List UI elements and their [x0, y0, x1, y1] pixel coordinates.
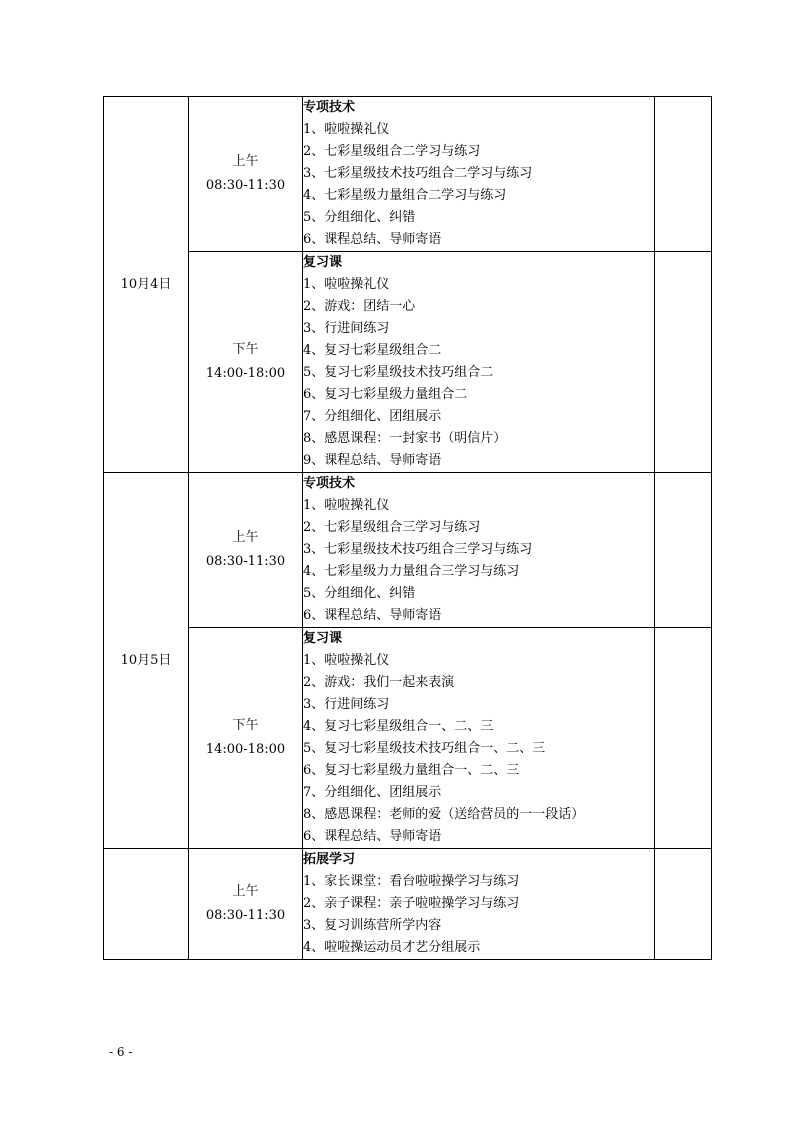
list-item: 3、行进间练习: [303, 321, 390, 336]
time-cell: [189, 628, 303, 849]
list-item: 1、啦啦操礼仪: [303, 277, 390, 292]
list-item: 7、分组细化、团组展示: [303, 785, 442, 800]
session-heading: 复习课: [303, 631, 343, 646]
time-cell: [189, 252, 303, 473]
list-item: 5、复习七彩星级技术技巧组合二: [303, 365, 494, 380]
list-item: 5、分组细化、纠错: [303, 210, 416, 225]
list-item: 6、复习七彩星级力量组合一、二、三: [303, 763, 520, 778]
list-item: 4、复习七彩星级组合一、二、三: [303, 719, 494, 734]
list-item: 1、啦啦操礼仪: [303, 498, 390, 513]
list-item: 3、行进间练习: [303, 697, 390, 712]
time-cell: [189, 97, 303, 252]
content-cell: [303, 97, 655, 252]
session-heading: 复习课: [303, 255, 343, 270]
content-cell: [303, 473, 655, 628]
time-range: 14:00-18:00: [205, 366, 286, 381]
empty-cell: [655, 849, 712, 960]
session-heading: 拓展学习: [303, 852, 356, 867]
list-item: 1、家长课堂：看台啦啦操学习与练习: [303, 874, 520, 889]
list-item: 6、课程总结、导师寄语: [303, 608, 442, 623]
session-heading: 专项技术: [303, 100, 356, 115]
list-item: 7、分组细化、团组展示: [303, 409, 442, 424]
schedule-row: [104, 252, 712, 473]
list-item: 8、感恩课程：老师的爱（送给营员的一一段话）: [303, 807, 585, 822]
schedule-row: [104, 849, 712, 960]
time-cell: [189, 473, 303, 628]
list-item: 5、分组细化、纠错: [303, 586, 416, 601]
empty-cell: [655, 252, 712, 473]
list-item: 9、课程总结、导师寄语: [303, 453, 442, 468]
schedule-table: [103, 96, 712, 960]
list-item: 4、七彩星级力量组合二学习与练习: [303, 188, 507, 203]
schedule-row: [104, 473, 712, 628]
empty-cell: [655, 628, 712, 849]
time-cell: [189, 849, 303, 960]
empty-cell: [655, 473, 712, 628]
list-item: 4、啦啦操运动员才艺分组展示: [303, 940, 481, 955]
list-item: 2、七彩星级组合二学习与练习: [303, 144, 481, 159]
list-item: 2、亲子课程：亲子啦啦操学习与练习: [303, 896, 520, 911]
list-item: 2、游戏：我们一起来表演: [303, 675, 455, 690]
list-item: 3、七彩星级技术技巧组合三学习与练习: [303, 542, 533, 557]
content-cell: [303, 849, 655, 960]
date-cell: [104, 849, 189, 960]
empty-cell: [655, 97, 712, 252]
period-label: 上午: [232, 530, 259, 545]
period-label: 上午: [232, 884, 259, 899]
time-range: 08:30-11:30: [205, 554, 286, 569]
time-range: 14:00-18:00: [205, 742, 286, 757]
content-cell: [303, 252, 655, 473]
period-label: 上午: [232, 154, 259, 169]
schedule-row: [104, 628, 712, 849]
list-item: 1、啦啦操礼仪: [303, 122, 390, 137]
list-item: 6、复习七彩星级力量组合二: [303, 387, 468, 402]
list-item: 5、复习七彩星级技术技巧组合一、二、三: [303, 741, 546, 756]
list-item: 3、复习训练营所学内容: [303, 918, 442, 933]
list-item: 1、啦啦操礼仪: [303, 653, 390, 668]
session-heading: 专项技术: [303, 476, 356, 491]
content-cell: [303, 628, 655, 849]
time-range: 08:30-11:30: [205, 178, 286, 193]
list-item: 4、七彩星级力力量组合三学习与练习: [303, 564, 520, 579]
list-item: 2、七彩星级组合三学习与练习: [303, 520, 481, 535]
list-item: 6、课程总结、导师寄语: [303, 829, 442, 844]
list-item: 2、游戏：团结一心: [303, 299, 416, 314]
date-cell: 10月5日: [104, 473, 189, 849]
time-range: 08:30-11:30: [205, 908, 286, 923]
date-cell: 10月4日: [104, 97, 189, 473]
period-label: 下午: [232, 718, 259, 733]
list-item: 3、七彩星级技术技巧组合二学习与练习: [303, 166, 533, 181]
list-item: 8、感恩课程：一封家书（明信片）: [303, 431, 507, 446]
schedule-row: [104, 97, 712, 252]
page-number: - 6 -: [109, 1045, 133, 1059]
list-item: 4、复习七彩星级组合二: [303, 343, 442, 358]
list-item: 6、课程总结、导师寄语: [303, 232, 442, 247]
period-label: 下午: [232, 342, 259, 357]
